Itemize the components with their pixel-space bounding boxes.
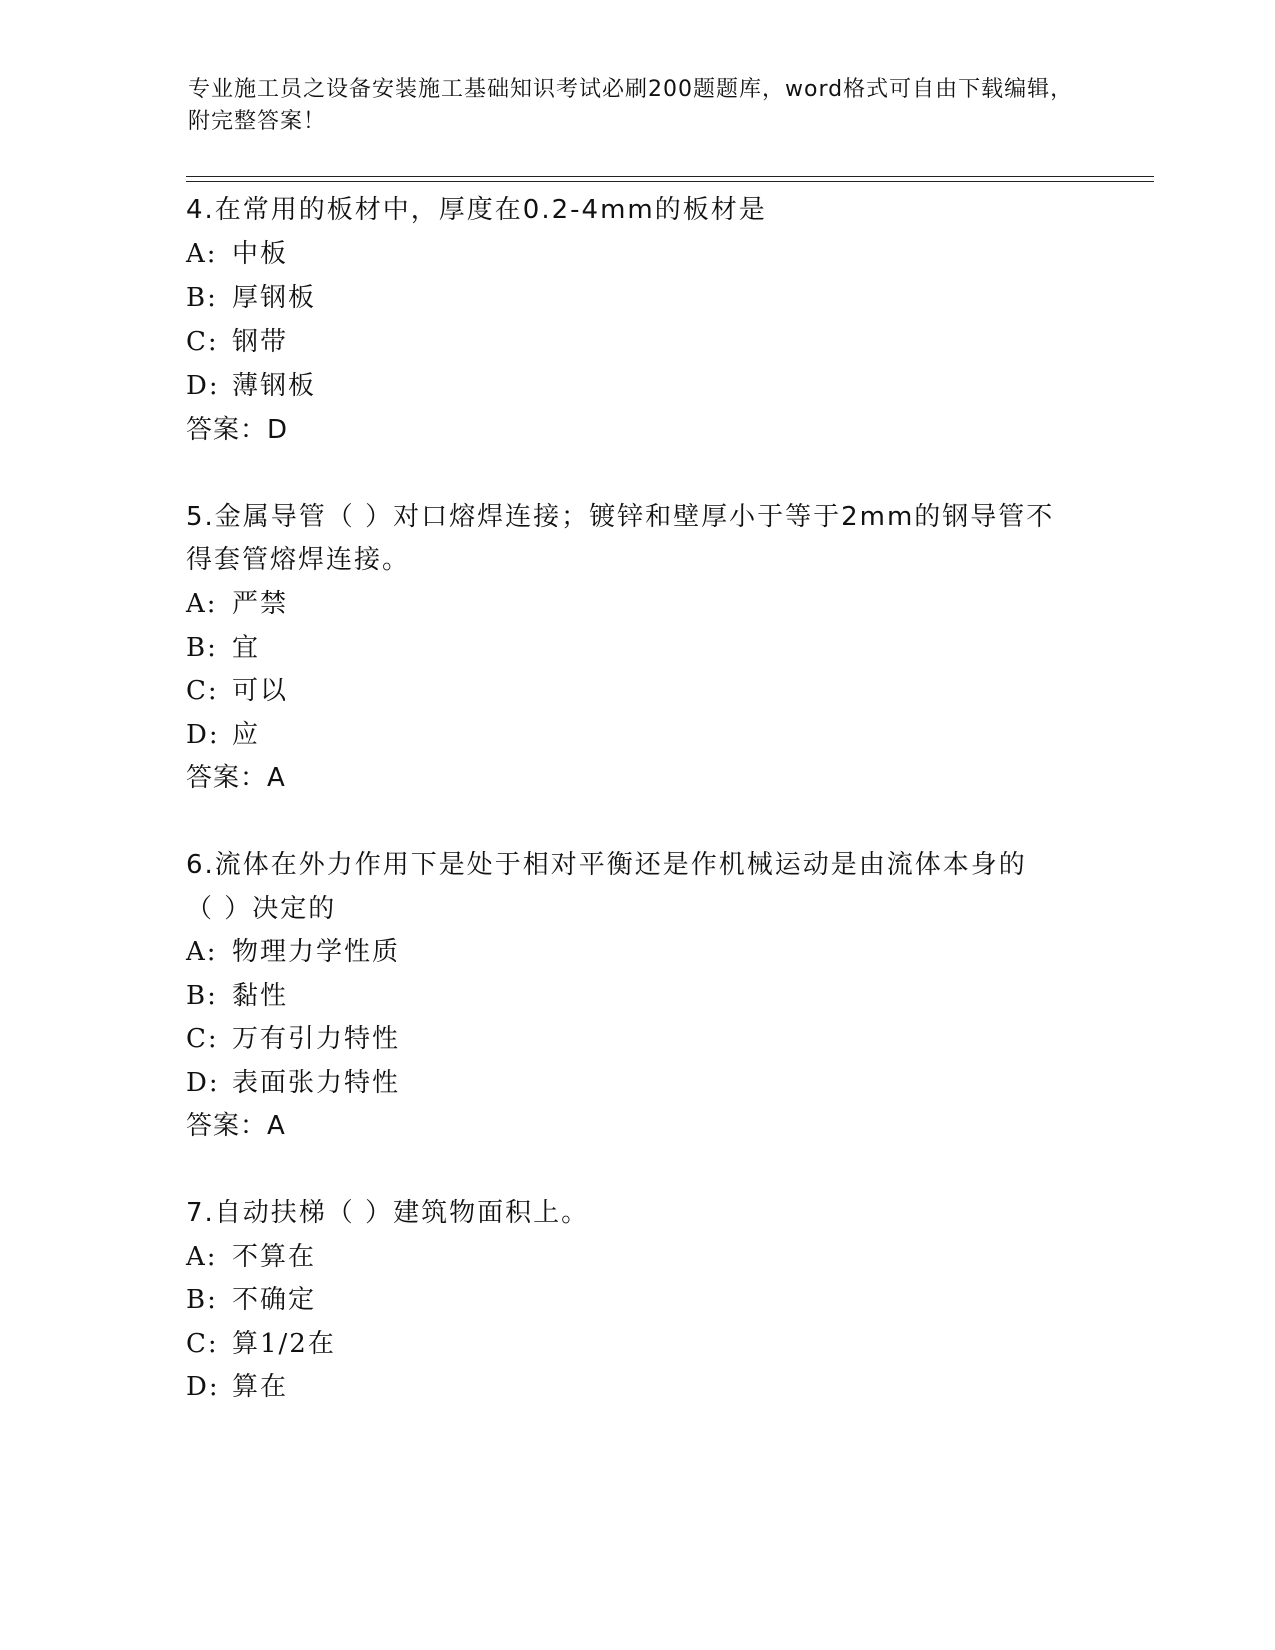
question-6-option-d: D: 表面张力特性 — [186, 1068, 401, 1098]
document-header: 专业施工员之设备安装施工基础知识考试必刷200题题库，word格式可自由下载编辑，附完整答案！ — [188, 77, 1074, 134]
question-5-option-a: A: 严禁 — [186, 589, 289, 619]
question-4-text: 4.在常用的板材中，厚度在0.2-4mm的板材是 — [186, 195, 767, 225]
question-6-option-b: B: 黏性 — [186, 981, 289, 1011]
question-7-option-b: B: 不确定 — [186, 1285, 317, 1315]
question-6-option-c: C: 万有引力特性 — [186, 1024, 401, 1054]
question-6-option-a: A: 物理力学性质 — [186, 937, 401, 967]
question-4-answer: 答案：D — [186, 415, 289, 445]
question-5-text-line-1: 5.金属导管（ ）对口熔焊连接；镀锌和壁厚小于等于2mm的钢导管不 — [186, 502, 1055, 532]
header-rule-top — [186, 176, 1154, 177]
question-5-text-line-2: 得套管熔焊连接。 — [186, 545, 411, 575]
question-7-option-a: A: 不算在 — [186, 1242, 317, 1272]
question-4-option-c: C: 钢带 — [186, 327, 289, 357]
question-7-text: 7.自动扶梯（ ）建筑物面积上。 — [186, 1198, 590, 1228]
question-4-option-d: D: 薄钢板 — [186, 371, 317, 401]
question-5-option-c: C: 可以 — [186, 676, 289, 706]
question-7-option-c: C: 算1/2在 — [186, 1329, 336, 1359]
question-5-answer: 答案：A — [186, 763, 286, 793]
question-4-option-a: A: 中板 — [186, 239, 289, 269]
question-6-text-line-1: 6.流体在外力作用下是处于相对平衡还是作机械运动是由流体本身的 — [186, 850, 1027, 880]
question-6-text-line-2: （ ）决定的 — [186, 894, 337, 924]
question-5-option-b: B: 宜 — [186, 633, 261, 663]
header-rule-bottom — [186, 181, 1154, 182]
question-7-option-d: D: 算在 — [186, 1372, 289, 1402]
question-6-answer: 答案：A — [186, 1111, 286, 1141]
question-5-option-d: D: 应 — [186, 720, 261, 750]
question-4-option-b: B: 厚钢板 — [186, 283, 317, 313]
